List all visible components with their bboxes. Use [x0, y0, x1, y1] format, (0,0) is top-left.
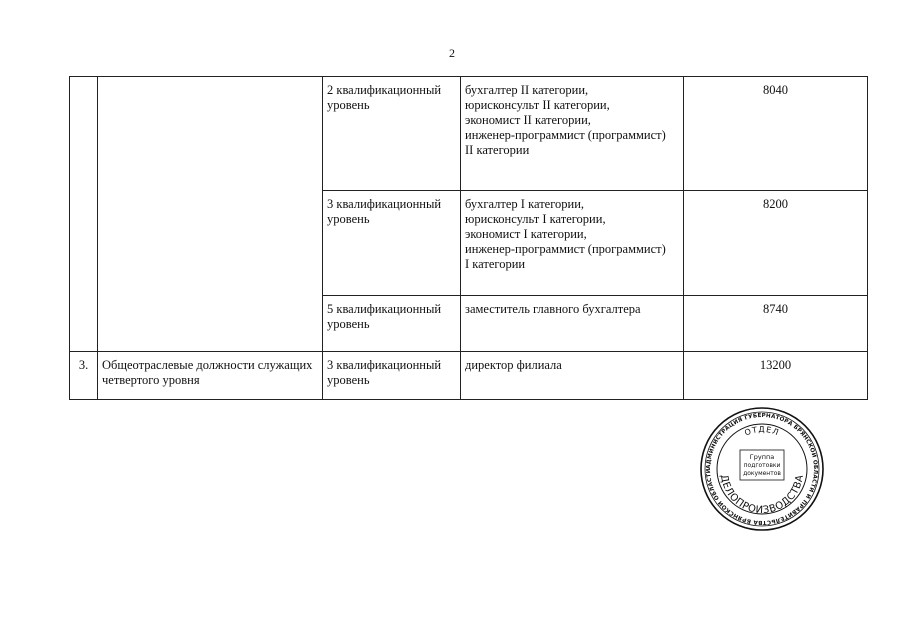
positions-cell: бухгалтер II категории, юрисконсульт II категории, экономист II категории, инженер-программист (программист) II категории — [461, 77, 684, 191]
table-row — [70, 352, 868, 400]
salary-cell: 8200 — [684, 191, 868, 296]
qualification-level-cell: 3 квалификационный уровень — [323, 191, 461, 296]
official-stamp — [699, 406, 825, 532]
salary-cell: 13200 — [684, 352, 868, 400]
qualification-level-cell: 3 квалификационный уровень — [323, 352, 461, 400]
row-number-cell: 3. — [70, 352, 98, 400]
qualification-level-cell: 2 квалификационный уровень — [323, 77, 461, 191]
stamp-line1: ОТДЕЛ — [743, 424, 781, 438]
positions-cell: заместитель главного бухгалтера — [461, 296, 684, 352]
stamp-inner-line1: Группа — [749, 453, 775, 461]
stamp-inner-line2: подготовки — [743, 462, 781, 469]
page-number: 2 — [449, 46, 455, 60]
stamp-line2: ДЕЛОПРОИЗВОДСТВА — [717, 473, 806, 517]
table-row — [70, 77, 868, 191]
qualification-level-cell: 5 квалификационный уровень — [323, 296, 461, 352]
stamp-ring-text: АДМИНИСТРАЦИЯ ГУБЕРНАТОРА БРЯНСКОЙ ОБЛАСТИ И ПРАВИТЕЛЬСТВА БРЯНСКОЙ ОБЛАСТИ — [705, 412, 819, 526]
stamp-inner-line3: документов — [743, 470, 781, 477]
group-cell: Общеотраслевые должности служащих четвертого уровня — [98, 352, 323, 400]
salary-cell: 8740 — [684, 296, 868, 352]
svg-text:ОТДЕЛ — [743, 425, 780, 437]
salary-table — [69, 76, 868, 400]
positions-cell: бухгалтер I категории, юрисконсульт I категории, экономист I категории, инженер-программист (программист) I категории — [461, 191, 684, 296]
row-number-cell — [70, 77, 98, 352]
positions-cell: директор филиала — [461, 352, 684, 400]
salary-cell: 8040 — [684, 77, 868, 191]
group-cell — [98, 77, 323, 352]
